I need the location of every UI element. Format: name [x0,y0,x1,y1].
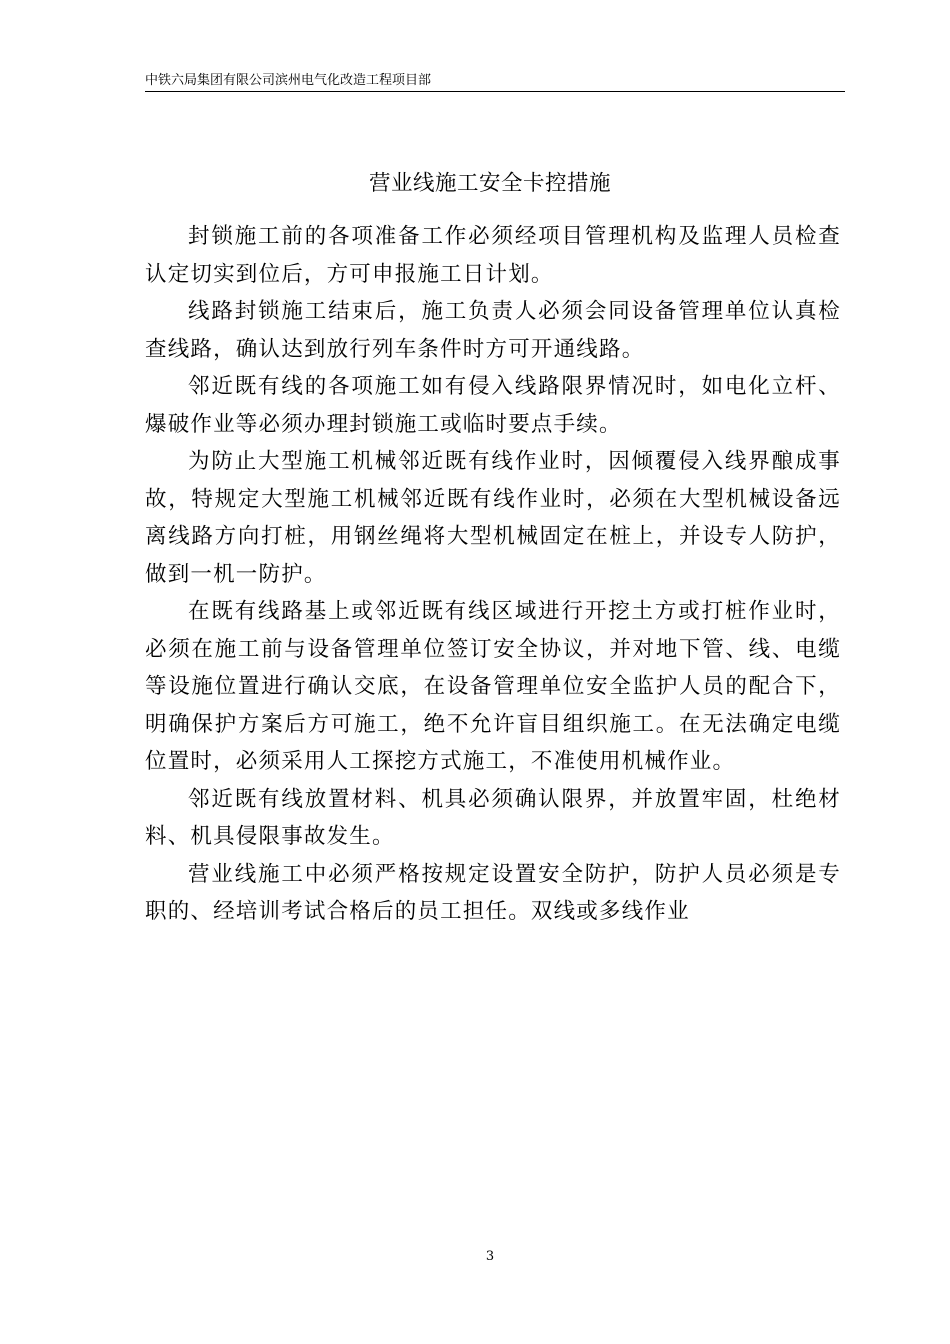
document-body [145,218,841,931]
paragraph: 邻近既有线的各项施工如有侵入线路限界情况时，如电化立杆、爆破作业等必须办理封锁施工或临时要点手续。 [145,374,841,437]
running-header: 中铁六局集团有限公司滨州电气化改造工程项目部 [145,73,432,88]
header-rule [145,91,845,92]
paragraph: 邻近既有线放置材料、机具必须确认限界，并放置牢固，杜绝材料、机具侵限事故发生。 [145,786,841,849]
paragraph: 营业线施工中必须严格按规定设置安全防护，防护人员必须是专职的、经培训考试合格后的员工担任。双线或多线作业 [145,861,841,924]
paragraph: 线路封锁施工结束后，施工负责人必须会同设备管理单位认真检查线路，确认达到放行列车条件时方可开通线路。 [145,299,841,362]
paragraph: 在既有线路基上或邻近既有线区域进行开挖土方或打桩作业时，必须在施工前与设备管理单位签订安全协议，并对地下管、线、电缆等设施位置进行确认交底，在设备管理单位安全监护人员的配合下，明确保护方案后方可施工，绝不允许盲目组织施工。在无法确定电缆位置时，必须采用人工探挖方式施工，不准使用机械作业。 [145,599,841,774]
page-number: 3 [485,1249,495,1264]
paragraph: 封锁施工前的各项准备工作必须经项目管理机构及监理人员检查认定切实到位后，方可申报施工日计划。 [145,224,841,287]
paragraph: 为防止大型施工机械邻近既有线作业时，因倾覆侵入线界酿成事故，特规定大型施工机械邻近既有线作业时，必须在大型机械设备远离线路方向打桩，用钢丝绳将大型机械固定在桩上，并设专人防护，做到一机一防护。 [145,449,841,587]
page-title: 营业线施工安全卡控措施 [368,171,611,196]
